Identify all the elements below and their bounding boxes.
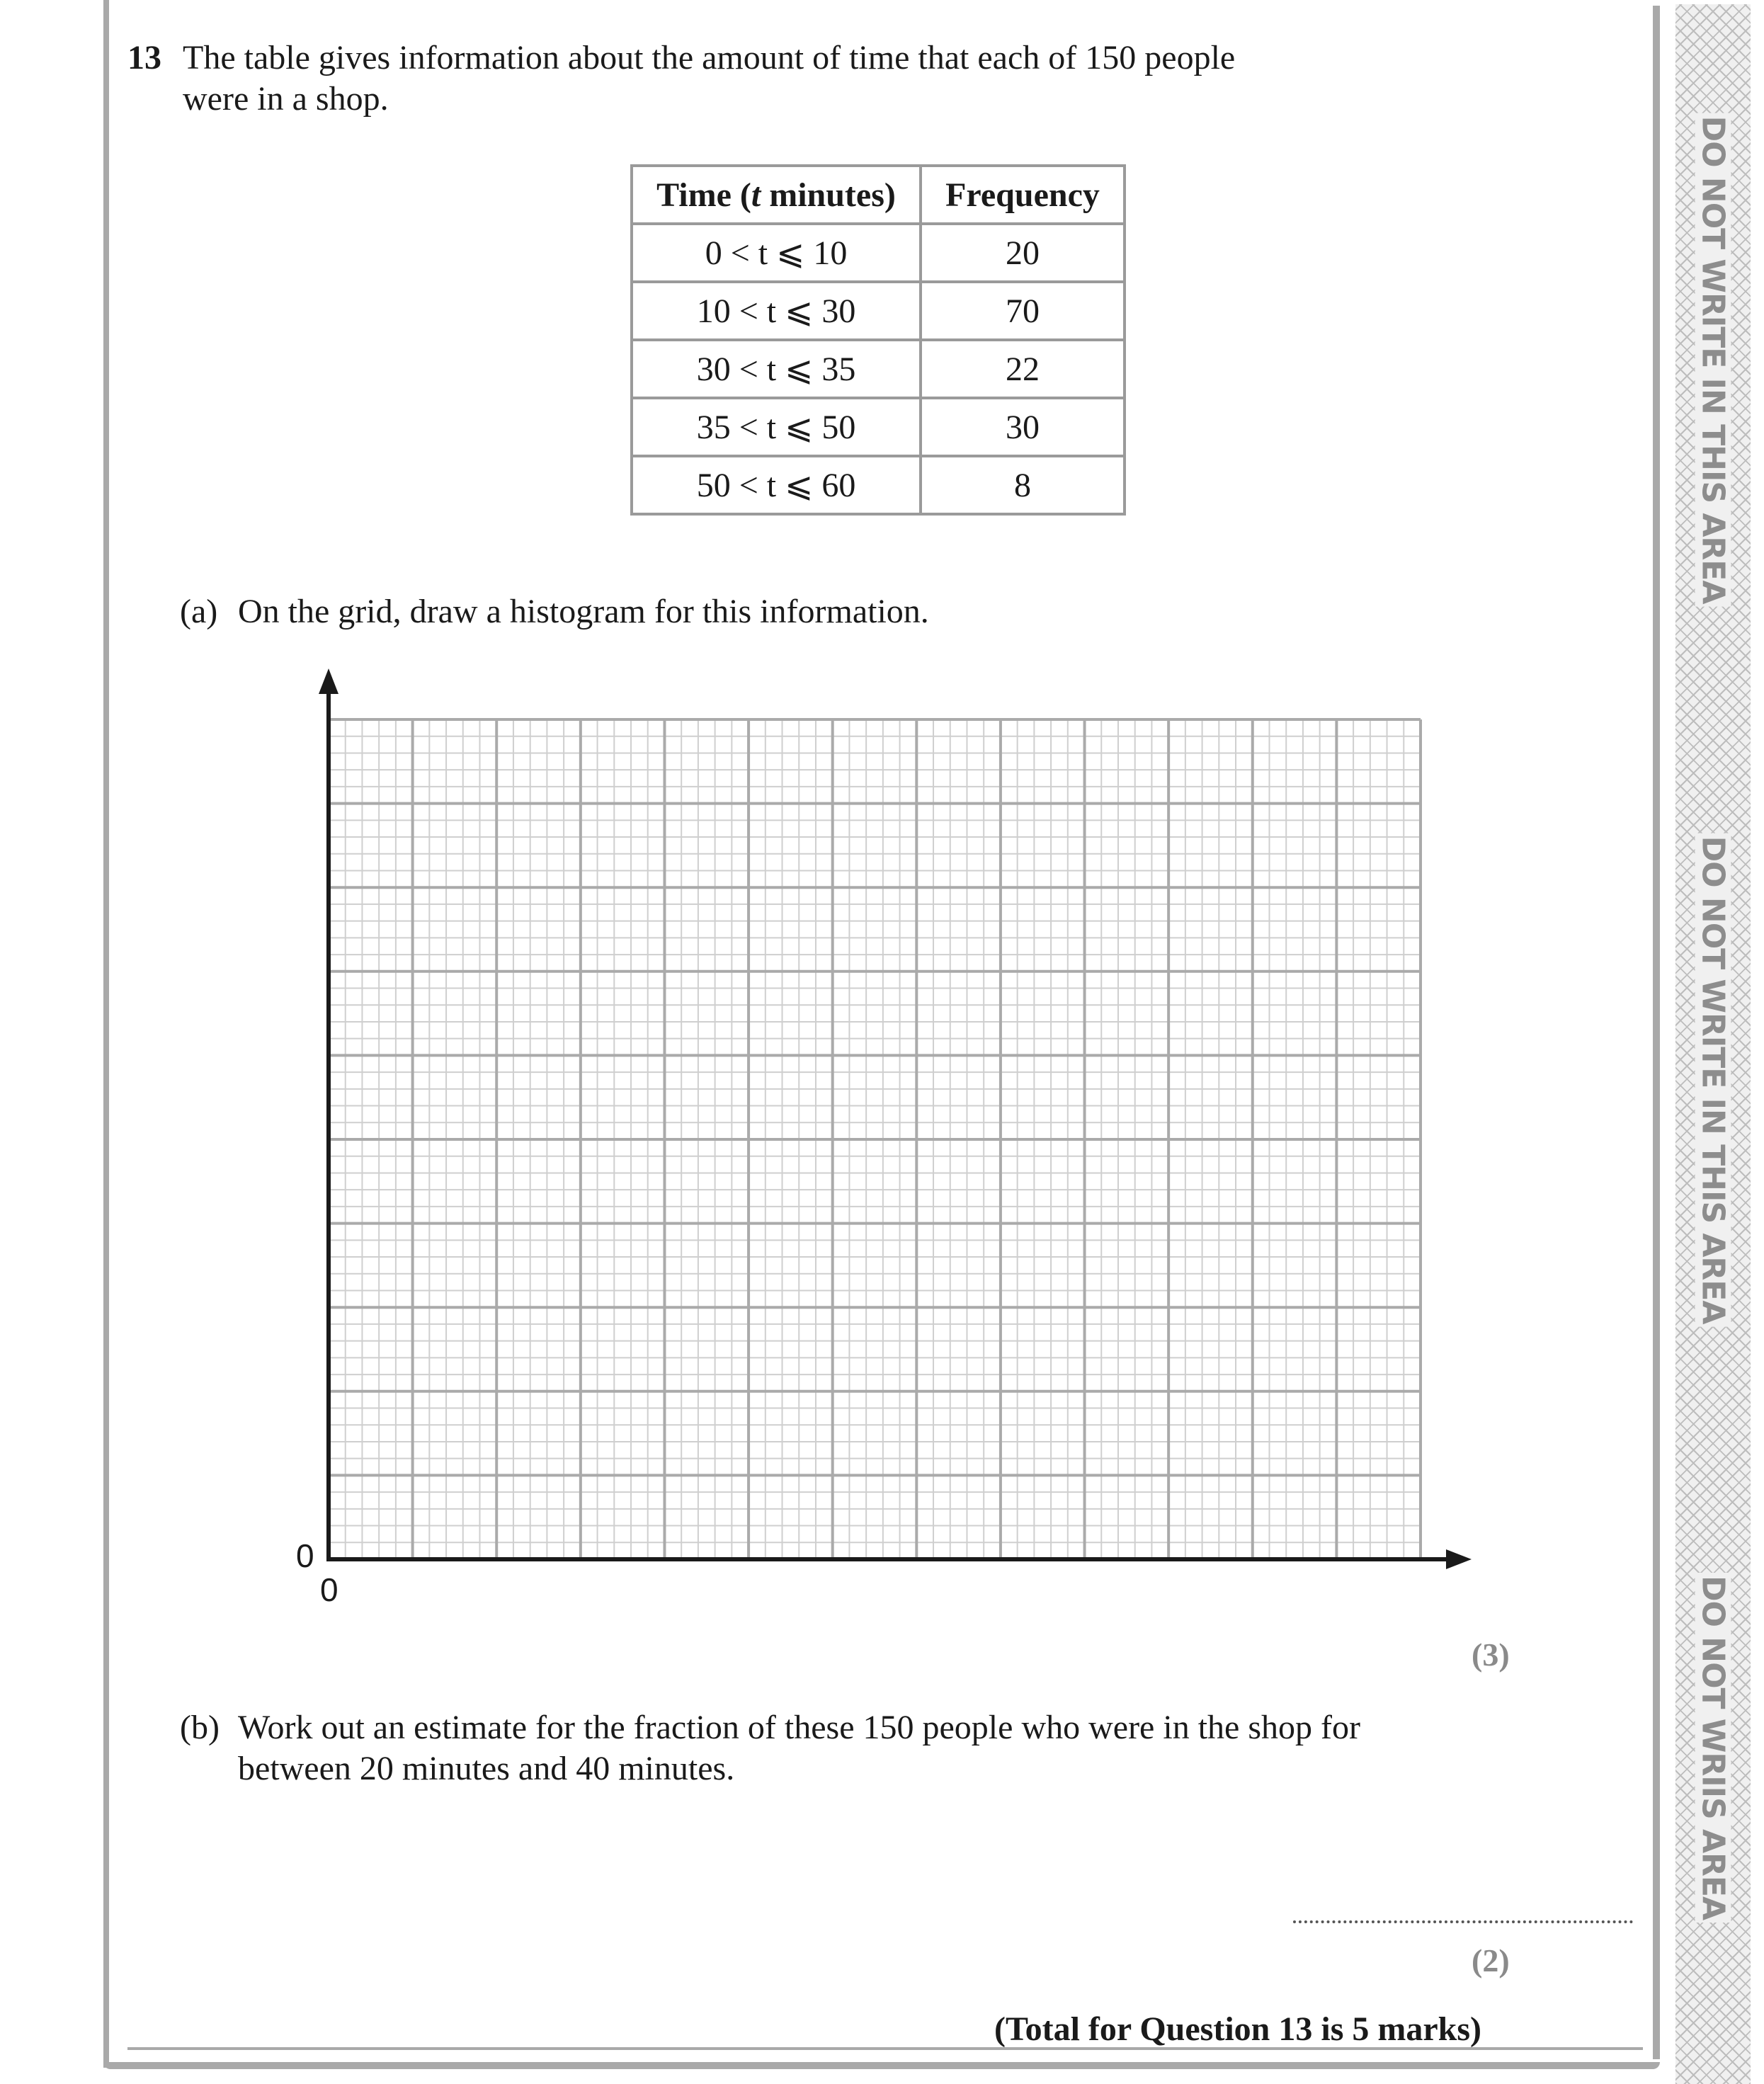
question-total: (Total for Question 13 is 5 marks) xyxy=(994,2010,1482,2048)
interval-cell: 50 < t ⩽ 60 xyxy=(632,456,921,514)
part-a-text: On the grid, draw a histogram for this information. xyxy=(238,593,929,630)
x-axis-origin-label: 0 xyxy=(320,1571,338,1608)
part-a-marks: (3) xyxy=(1472,1636,1510,1673)
interval-cell: 0 < t ⩽ 10 xyxy=(632,224,921,282)
header-time: Time (t minutes) xyxy=(632,166,921,224)
interval-cell: 30 < t ⩽ 35 xyxy=(632,340,921,398)
frequency-cell: 8 xyxy=(921,456,1125,514)
margin-warning-2: DO NOT WRITE IN THIS AREA xyxy=(1695,833,1731,1327)
question-intro-line1: The table gives information about the amount of time that each of 150 people xyxy=(183,39,1236,76)
margin-warning-3: DO NOT WRIIS AREA xyxy=(1695,1573,1731,1923)
frequency-cell: 70 xyxy=(921,282,1125,340)
question-number: 13 xyxy=(127,39,161,76)
part-b-line1: Work out an estimate for the fraction of these 150 people who were in the shop for xyxy=(238,1709,1360,1746)
y-axis-origin-label: 0 xyxy=(296,1537,314,1574)
header-frequency: Frequency xyxy=(921,166,1125,224)
frequency-cell: 22 xyxy=(921,340,1125,398)
part-b-label: (b) xyxy=(180,1709,220,1746)
interval-cell: 35 < t ⩽ 50 xyxy=(632,398,921,456)
part-b-line2: between 20 minutes and 40 minutes. xyxy=(238,1750,735,1787)
question-intro-line2: were in a shop. xyxy=(183,80,389,118)
x-axis-arrow-icon xyxy=(1446,1549,1472,1569)
answer-line[interactable] xyxy=(1293,1920,1633,1923)
margin-warning-1: DO NOT WRITE IN THIS AREA xyxy=(1695,113,1731,607)
interval-cell: 10 < t ⩽ 30 xyxy=(632,282,921,340)
y-axis-arrow-icon xyxy=(319,668,338,694)
frequency-cell: 30 xyxy=(921,398,1125,456)
part-b-marks: (2) xyxy=(1472,1942,1510,1978)
part-a-label: (a) xyxy=(180,593,218,630)
frequency-cell: 20 xyxy=(921,224,1125,282)
